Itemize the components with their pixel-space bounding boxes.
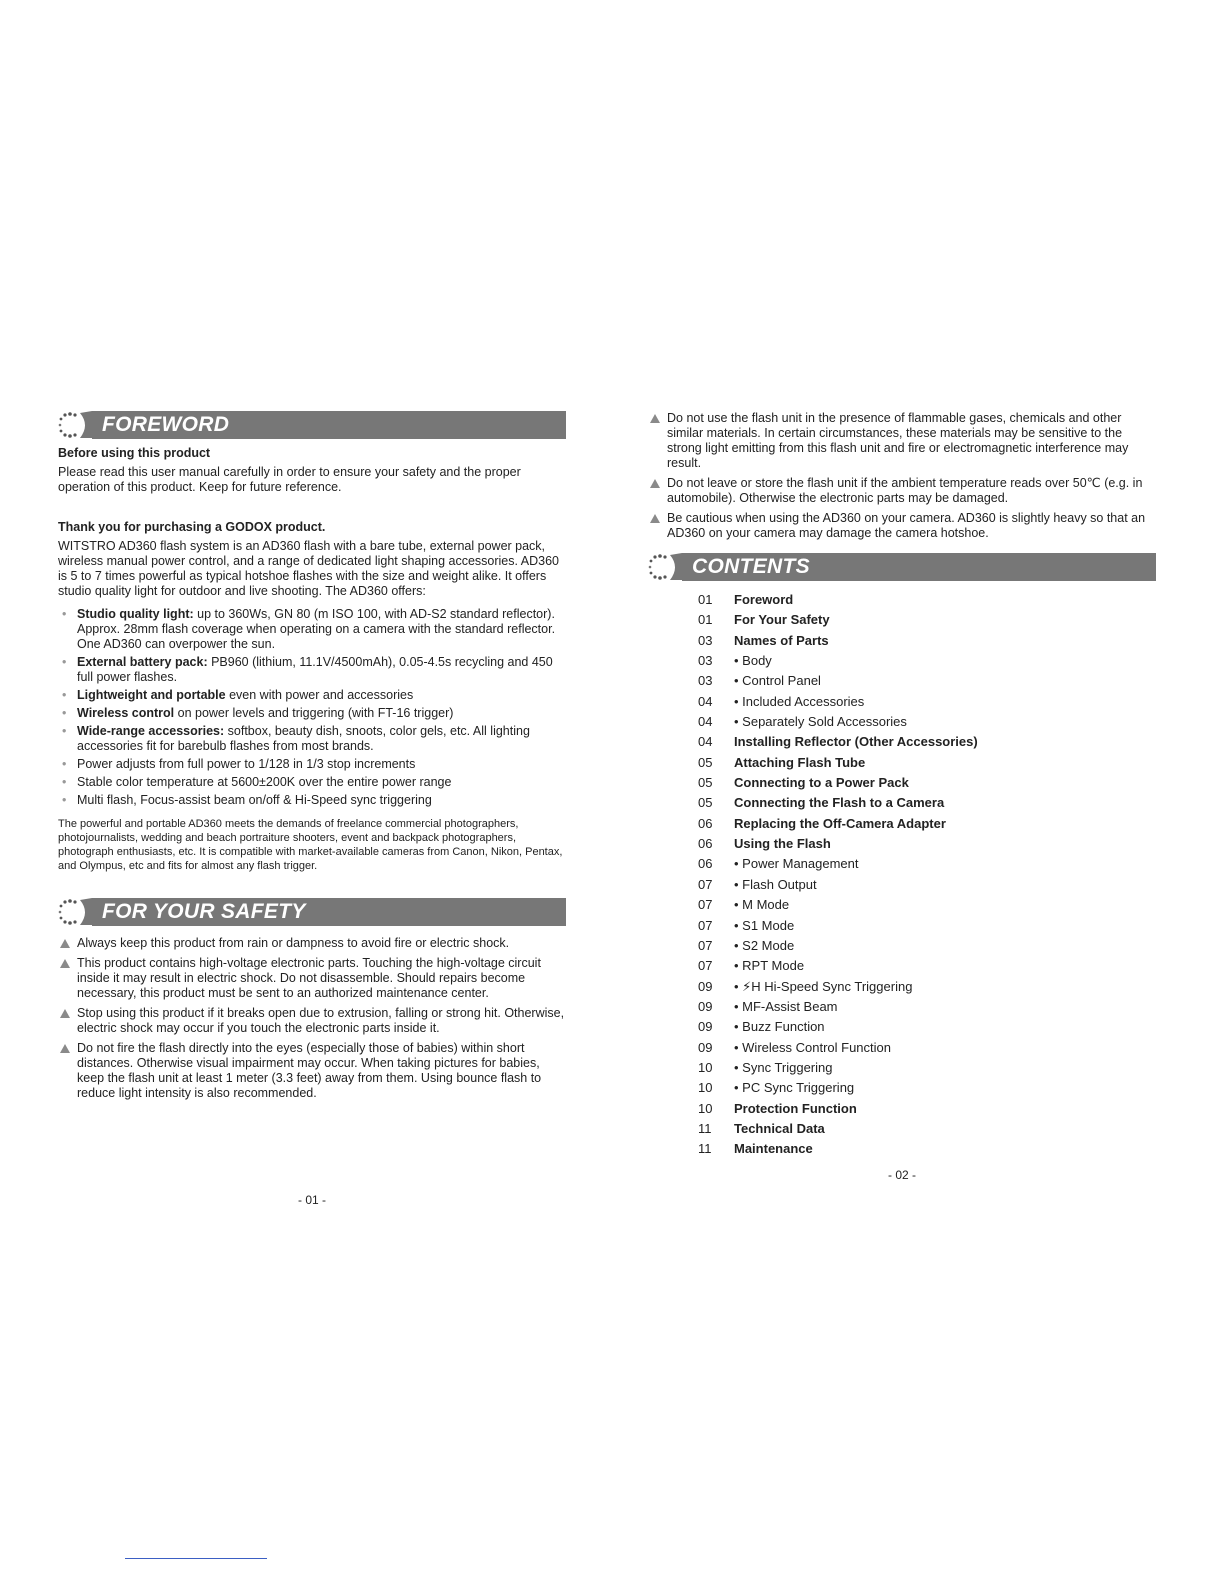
closing-text: The powerful and portable AD360 meets the demands of freelance commercial photographers, photojournalists, wedding and beach portraiture shooters, event and backpack photographers, photograph enthusiasts, etc. It is compatible with market-available cameras from Canon, Nikon, Pentax, and Olympus, etc and fits for almost any flash trigger. <box>58 818 563 872</box>
toc-label: • MF-Assist Beam <box>734 998 838 1014</box>
toc-label: Replacing the Off-Camera Adapter <box>734 815 946 831</box>
bullet-dot-icon: • <box>62 757 67 771</box>
toc-entry[interactable] <box>698 631 1118 651</box>
page-number-left: - 01 - <box>298 1193 327 1207</box>
warning-triangle-icon <box>60 959 70 968</box>
toc-entry[interactable] <box>698 692 1118 712</box>
toc-entry[interactable] <box>698 875 1118 895</box>
toc-label: Attaching Flash Tube <box>734 754 866 770</box>
bullet-dot-icon: • <box>62 706 67 720</box>
list-item: • Wireless control on power levels and triggering (with FT-16 trigger) <box>62 706 454 720</box>
toc-entry[interactable] <box>698 1099 1118 1119</box>
toc-page-number: 05 <box>698 754 713 770</box>
toc-page-number: 10 <box>698 1100 713 1116</box>
toc-entry[interactable] <box>698 895 1118 915</box>
toc-label: • S2 Mode <box>734 937 795 953</box>
toc-page-number: 03 <box>698 653 713 669</box>
toc-entry[interactable] <box>698 712 1118 732</box>
toc-label: • Separately Sold Accessories <box>734 714 907 730</box>
toc-entry[interactable] <box>698 814 1118 834</box>
toc-page-number: 01 <box>698 592 713 607</box>
toc-label: Foreword <box>734 592 794 607</box>
toc-entry[interactable] <box>698 916 1118 936</box>
toc-page-number: 09 <box>698 978 713 994</box>
toc-label: Protection Function <box>734 1100 857 1116</box>
list-item: • Lightweight and portable even with power and accessories <box>62 688 414 702</box>
toc-entry[interactable] <box>698 1058 1118 1078</box>
warning-triangle-icon <box>60 1044 70 1053</box>
toc-entry[interactable] <box>698 610 1118 630</box>
toc-entry[interactable] <box>698 671 1118 691</box>
warning-triangle-icon <box>650 479 660 488</box>
toc-page-number: 10 <box>698 1059 713 1075</box>
toc-label: Maintenance <box>734 1141 813 1157</box>
toc-entry[interactable] <box>698 1038 1118 1058</box>
toc-label: Technical Data <box>734 1120 825 1136</box>
link-underline <box>125 1558 267 1559</box>
foreword-header <box>58 411 566 439</box>
toc-label: For Your Safety <box>734 612 830 628</box>
toc-entry[interactable] <box>698 773 1118 793</box>
toc-page-number: 07 <box>698 958 713 974</box>
toc-page-number: 07 <box>698 876 713 892</box>
toc-entry[interactable] <box>698 1119 1118 1139</box>
list-item: • Stable color temperature at 5600±200K over the entire power range <box>62 775 452 789</box>
toc-label: • PC Sync Triggering <box>734 1080 855 1096</box>
toc-entry[interactable] <box>698 732 1118 752</box>
safety-warning-list <box>58 936 566 1101</box>
warning-triangle-icon <box>60 939 70 948</box>
toc-label: • RPT Mode <box>734 958 805 974</box>
toc-page-number: 09 <box>698 1039 713 1055</box>
toc-entry[interactable] <box>698 997 1118 1017</box>
toc-label: Names of Parts <box>734 632 829 648</box>
list-item: Be cautious when using the AD360 on your camera. AD360 is slightly heavy so that an AD360 on your camera may damage the camera hotshoe. <box>648 511 1156 541</box>
list-item: • Power adjusts from full power to 1/128 in 1/3 stop increments <box>62 757 416 771</box>
toc-label: • M Mode <box>734 897 790 913</box>
list-item: • Multi flash, Focus-assist beam on/off & Hi-Speed sync triggering <box>62 793 432 807</box>
toc-label: • Buzz Function <box>734 1019 825 1035</box>
bullet-dot-icon: • <box>62 775 67 789</box>
right-warning-list <box>648 411 1156 541</box>
toc-page-number: 07 <box>698 937 713 953</box>
list-item: Do not fire the flash directly into the eyes (especially those of babies) within short distances. Otherwise visual impairment may occur. When taking pictures for babies, keep the flash unit at least 1 meter (3.3 feet) away from them. Using bounce flash to reduce light intensity is also recommended. <box>58 1041 566 1101</box>
list-item: Always keep this product from rain or dampness to avoid fire or electric shock. <box>58 936 566 951</box>
dots-ring-icon <box>56 898 92 926</box>
toc-entry[interactable] <box>698 590 1118 610</box>
bullet-dot-icon: • <box>62 793 67 807</box>
toc-page-number: 03 <box>698 632 713 648</box>
toc-label: Connecting the Flash to a Camera <box>734 795 945 811</box>
warning-triangle-icon <box>650 414 660 423</box>
list-item: Do not leave or store the flash unit if the ambient temperature reads over 50℃ (e.g. in automobile). Otherwise the electronic parts may be damaged. <box>648 476 1156 506</box>
toc-page-number: 06 <box>698 836 713 852</box>
toc-label: • Control Panel <box>734 673 821 689</box>
right-page <box>648 411 1156 578</box>
warning-triangle-icon <box>650 514 660 523</box>
toc-label: • Body <box>734 653 772 669</box>
toc-label: • Power Management <box>734 856 859 872</box>
toc-page-number: 03 <box>698 673 713 689</box>
list-item: • Wide-range accessories: softbox, beauty dish, snoots, color gels, etc. All lighting accessories fit for barebulb flashes from most brands. <box>62 724 530 753</box>
toc-page-number: 11 <box>698 1120 712 1136</box>
before-heading: Before using this product <box>58 446 211 460</box>
toc-page-number: 06 <box>698 815 713 831</box>
contents-header <box>648 553 1156 581</box>
warning-triangle-icon <box>60 1009 70 1018</box>
toc-page-number: 07 <box>698 897 713 913</box>
page-number-right: - 02 - <box>888 1168 917 1182</box>
thanks-heading: Thank you for purchasing a GODOX product. <box>58 520 326 534</box>
contents-title: CONTENTS <box>692 555 810 578</box>
list-item: • External battery pack: PB960 (lithium, 11.1V/4500mAh), 0.05-4.5s recycling and 450 full power flashes. <box>62 655 553 684</box>
list-item: Do not use the flash unit in the presence of flammable gases, chemicals and other similar materials. In certain circumstances, these materials may be sensitive to the strong light emitting from this flash unit and fire or electromagnetic interference may result. <box>648 411 1156 471</box>
toc-page-number: 04 <box>698 734 713 750</box>
toc-label: • Wireless Control Function <box>734 1039 891 1055</box>
foreword-title: FOREWORD <box>102 413 230 436</box>
toc-page-number: 07 <box>698 917 713 933</box>
toc-label: Installing Reflector (Other Accessories) <box>734 734 978 750</box>
toc-entry[interactable] <box>698 651 1118 671</box>
left-page <box>58 411 566 1106</box>
toc-label: Connecting to a Power Pack <box>734 775 909 791</box>
toc-label: • Flash Output <box>734 876 817 892</box>
list-item: This product contains high-voltage electronic parts. Touching the high-voltage circuit inside it may result in electric shock. Do not disassemble. Should repairs become necessary, this product must be sent to an authorized maintenance center. <box>58 956 566 1001</box>
table-of-contents <box>698 590 1118 1160</box>
toc-entry[interactable] <box>698 793 1118 813</box>
toc-page-number: 05 <box>698 775 713 791</box>
toc-page-number: 10 <box>698 1080 713 1096</box>
toc-page-number: 04 <box>698 714 713 730</box>
toc-entry[interactable] <box>698 854 1118 874</box>
toc-entry[interactable] <box>698 936 1118 956</box>
toc-entry[interactable] <box>698 753 1118 773</box>
toc-page-number: 09 <box>698 1019 713 1035</box>
toc-entry[interactable] <box>698 956 1118 976</box>
dots-ring-icon <box>56 411 92 439</box>
list-item: Stop using this product if it breaks open due to extrusion, falling or strong hit. Otherwise, electric shock may occur if you touch the electronic parts inside it. <box>58 1006 566 1036</box>
toc-entry[interactable] <box>698 1017 1118 1037</box>
bullet-dot-icon: • <box>62 724 67 738</box>
toc-label: Using the Flash <box>734 836 831 852</box>
safety-header <box>58 898 566 926</box>
toc-entry[interactable] <box>698 1078 1118 1098</box>
toc-label: • Sync Triggering <box>734 1059 833 1075</box>
toc-page-number: 04 <box>698 693 713 709</box>
toc-page-number: 05 <box>698 795 713 811</box>
feature-list <box>58 607 566 808</box>
toc-page-number: 09 <box>698 998 713 1014</box>
bullet-dot-icon: • <box>62 655 67 669</box>
list-item: • Studio quality light: up to 360Ws, GN 80 (m ISO 100, with AD-S2 standard reflector). Approx. 28mm flash coverage when operating on a camera with the standard reflector. One AD360 can overpower the sun. <box>62 607 556 651</box>
toc-page-number: 06 <box>698 856 713 872</box>
before-text: Please read this user manual carefully in order to ensure your safety and the proper operation of this product. Keep for future reference. <box>58 465 521 494</box>
safety-title: FOR YOUR SAFETY <box>102 900 306 923</box>
bullet-dot-icon: • <box>62 688 67 702</box>
toc-page-number: 11 <box>698 1141 712 1157</box>
toc-page-number: 01 <box>698 612 713 628</box>
toc-label: • Included Accessories <box>734 693 865 709</box>
toc-entry[interactable] <box>698 834 1118 854</box>
toc-label: • S1 Mode <box>734 917 795 933</box>
toc-entry[interactable] <box>698 1139 1118 1159</box>
toc-label: • ⚡H Hi-Speed Sync Triggering <box>734 978 913 994</box>
dots-ring-icon <box>646 553 682 581</box>
bullet-dot-icon: • <box>62 607 67 621</box>
toc-entry[interactable] <box>698 977 1118 997</box>
intro-text: WITSTRO AD360 flash system is an AD360 flash with a bare tube, external power pack, wireless manual power control, and a range of dedicated light shaping accessories. AD360 is 5 to 7 times powerful as typical hotshoe flashes with the size and weight alike. It offers studio quality light for outdoor and live shooting. The AD360 offers: <box>58 539 559 598</box>
